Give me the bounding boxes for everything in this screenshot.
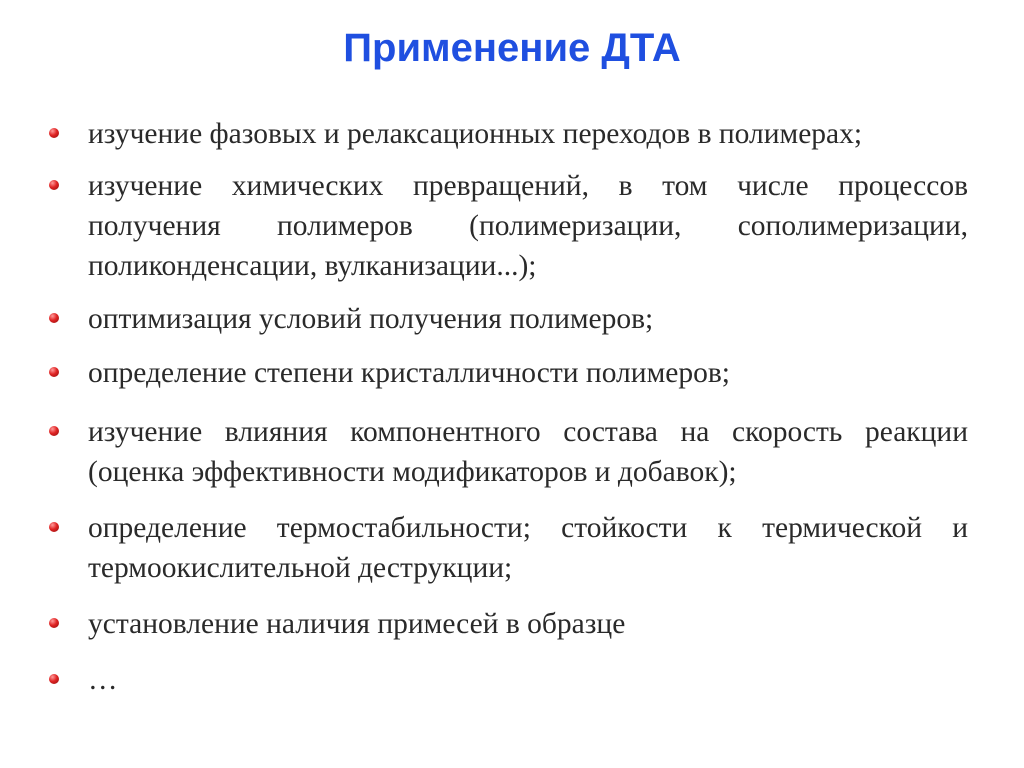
- bullet-item: [88, 353, 968, 393]
- bullet-dot-icon: [49, 367, 59, 377]
- bullet-dot-icon: [49, 618, 59, 628]
- bullet-dot-icon: [49, 426, 59, 436]
- bullet-text: оптимизация условий получения полимеров;: [88, 303, 654, 335]
- bullet-text: определение термостабильности; стойкости к термической и термоокислительной деструкции;: [88, 512, 968, 584]
- bullet-text: изучение влияния компонентного состава на скорость реакции (оценка эффективности модификаторов и добавок);: [88, 416, 968, 488]
- bullet-dot-icon: [49, 180, 59, 190]
- bullet-dot-icon: [49, 128, 59, 138]
- bullet-text: установление наличия примесей в образце: [88, 608, 626, 640]
- bullet-dot-icon: [49, 674, 59, 684]
- bullet-item: [88, 166, 968, 286]
- bullet-item: [88, 660, 968, 700]
- bullet-item: [88, 114, 968, 154]
- bullet-dot-icon: [49, 313, 59, 323]
- bullet-text: изучение фазовых и релаксационных переходов в полимерах;: [88, 118, 863, 150]
- bullet-dot-icon: [49, 522, 59, 532]
- bullet-text: определение степени кристалличности полимеров;: [88, 357, 730, 389]
- bullet-item: [88, 604, 968, 644]
- bullet-text: изучение химических превращений, в том числе процессов получения полимеров (полимеризации, сополимеризации, поликонденсации, вулканизации...);: [88, 170, 968, 282]
- bullet-item: [88, 412, 968, 492]
- bullet-text: …: [88, 664, 118, 696]
- bullet-item: [88, 508, 968, 588]
- bullet-item: [88, 299, 968, 339]
- slide-title: Применение ДТА: [343, 26, 681, 70]
